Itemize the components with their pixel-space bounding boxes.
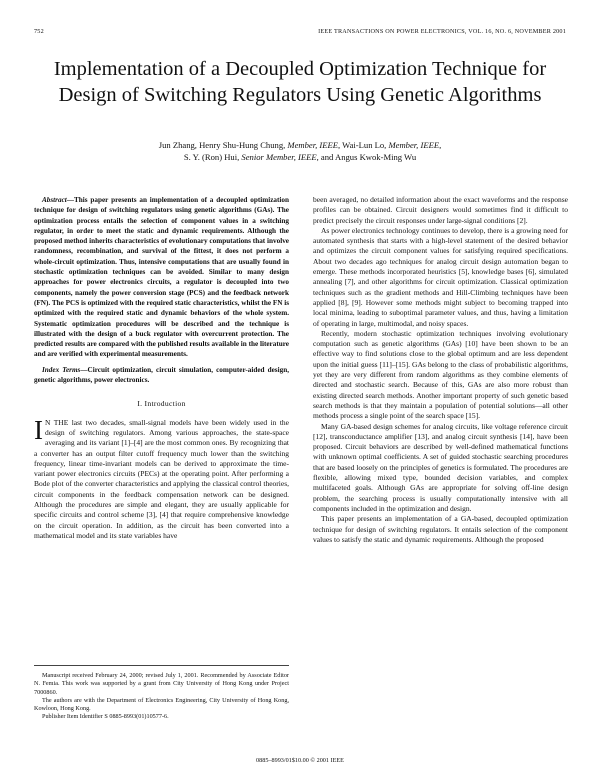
footnote-affiliation: The authors are with the Department of Electronics Engineering, City University of Hong Kong, Kowloon, Hong Kong. xyxy=(34,696,289,713)
page-number: 752 xyxy=(34,28,44,35)
right-column xyxy=(313,195,568,545)
paragraph: Recently, modern stochastic optimization techniques involving evolutionary computation such as genetic algorithms (GAs) [10] have been shown to be an effective way to find solutions close to the global optimum and are less dependent upon the initial guess [11]–[15]. GAs belong to the class of probabilistic algorithms, yet they are very different from random algorithms as they combine elements of directed and stochastic search. Because of this, GAs are also more robust than existing directed search methods. Another important property of such genetic based search methods is that they maintain a population of potential solutions—all other methods process a single point of the search space [15]. xyxy=(313,328,568,421)
author-line-2: S. Y. (Ron) Hui, Senior Member, IEEE, and Angus Kwok-Ming Wu xyxy=(183,151,417,162)
author-list xyxy=(40,140,560,163)
index-terms-label: Index Terms xyxy=(42,365,81,374)
footnote-identifier: Publisher Item Identifier S 0885-8993(01)10577-6. xyxy=(42,713,169,721)
index-terms xyxy=(34,365,289,386)
abstract xyxy=(34,195,289,360)
journal-header: IEEE TRANSACTIONS ON POWER ELECTRONICS, VOL. 16, NO. 6, NOVEMBER 2001 xyxy=(318,28,566,35)
paragraph: Many GA-based design schemes for analog circuits, like voltage reference circuit [12], transconductance amplifier [13], and analog circuit synthesis [14], have been proposed. Circuit behaviors are described by well-defined mathematical functions with unknown optimal coefficients. A set of guided stochastic searching procedures that are based loosely on the principles of genetics is formulated. The procedures are flexible, allowing mixed type, bounded decision variables, and complex multifaceted goals. Although GAs are appropriate for solving off-line design problem, the searching process is usually computationally intensive with all components included in the optimization and design. xyxy=(313,421,568,513)
index-terms-text: —Circuit optimization, circuit simulation, computer-aided design, genetic algorithms, power electronics. xyxy=(34,365,289,385)
running-header xyxy=(34,28,566,40)
drop-cap: I xyxy=(34,414,43,445)
abstract-text: —This paper presents an implementation of a decoupled optimization technique for design of switching regulators using genetic algorithms (GAs). The optimization process entails the selection of component values in a switching regulator, in order to meet the static and dynamic requirements. Although the proposed method inherits characteristics of evolutionary computations that involve randomness, recombination, and survival of the fittest, it does not perform a whole-circuit optimization. Thus, intensive computations that are usually found in stochastic optimization techniques can be avoided. Similar to many design approaches for power electronics circuits, a regulator is decoupled into two components, namely the power conversion stage (PCS) and the feedback network (FN). The PCS is optimized with the required static characteristics, whilst the FN is optimized with the required static and dynamic behaviors of the whole system. Systematic optimization procedures will be described and the technique is illustrated with the design of a buck regulator with overcurrent protection. The predicted results are compared with the published results available in the literature and are verified with experimental measurements. xyxy=(34,196,289,359)
intro-paragraph xyxy=(34,414,289,542)
author-line-1: Jun Zhang, Henry Shu-Hung Chung, Member, IEEE, Wai-Lun Lo, Member, IEEE, xyxy=(158,140,442,150)
footnote-manuscript: Manuscript received February 24, 2000; revised July 1, 2001. Recommended by Associate Editor N. Femia. This work was supported by a grant from City University of Hong Kong under Project 7000860. xyxy=(34,672,289,696)
section-heading-introduction: I. Introduction xyxy=(137,399,186,409)
intro-paragraph-text: N THE last two decades, small-signal models have been widely used in the design of switching regulators. Among various approaches, the state-space averaging and its variant [1]–[4] are the most common ones. By recognizing that a converter has an output filter cutoff frequency much lower than the switching frequency, linear time-invariant models can be derived to approximate the time-variant power electronics circuits (PECs) at the operating point. After performing a Bode plot of the converter characteristics and applying the classical control theories, circuit components in the feedback compensation network can be designed. Although the procedures are simple and elegant, they are usually applicable for specific circuits and control scheme [3], [4] that require comprehensive knowledge on the circuit operation. In addition, as the circuit has been converted into a mathematical model and its state variables have xyxy=(34,417,289,540)
left-column xyxy=(34,195,289,541)
paragraph: As power electronics technology continues to develop, there is a growing need for automated synthesis that starts with a high-level statement of the desired behavior and optimizes the circuit component values for satisfying required specifications. About two decades ago techniques for analog circuit design automation began to emerge. These methods incorporated heuristics [5], knowledge bases [6], simulated annealing [7], and other algorithms for circuit optimization. Classical optimization techniques such as the gradient methods and Hill-Climbing techniques have been applied [8], [9]. However some methods might subject to becoming trapped into local minima, leading to suboptimal parameter values, and thus, having a limitation of operating in large, multimodal, and noisy spaces. xyxy=(313,225,568,328)
copyright-footer: 0885–8993/01$10.00 © 2001 IEEE xyxy=(256,757,344,764)
paragraph: been averaged, no detailed information about the exact waveforms and the response profiles can be obtained. Circuit designers would sometimes find it difficult to predict precisely the circuit responses under large-signal conditions [2]. xyxy=(313,195,568,225)
paragraph: This paper presents an implementation of a GA-based, decoupled optimization technique for design of switching regulators. It entails selection of the component values to satisfy the static and dynamic requirements. Although the proposed xyxy=(313,514,568,544)
abstract-label: Abstract xyxy=(42,196,67,204)
paper-title: Implementation of a Decoupled Optimization Technique for Design of Switching Regulators Using Genetic Algorithms xyxy=(53,58,547,106)
footnote xyxy=(34,665,289,722)
